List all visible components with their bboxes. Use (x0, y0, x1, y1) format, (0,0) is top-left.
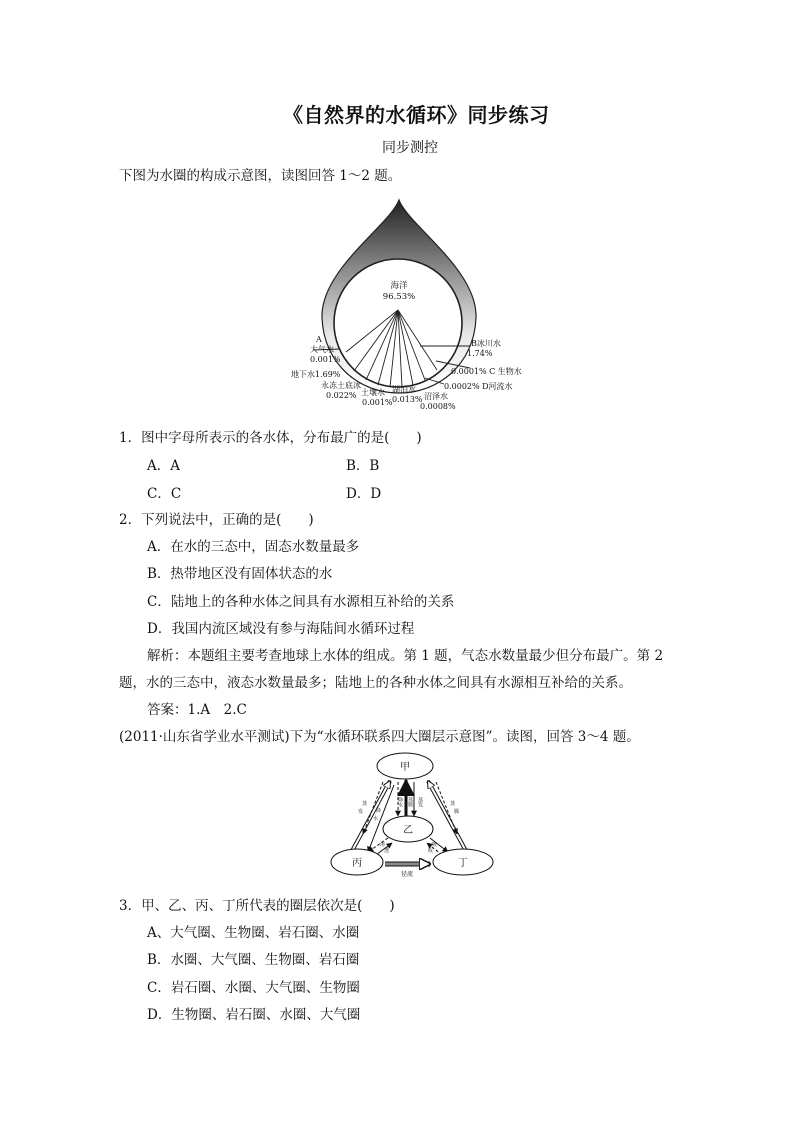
arrow-left-up (352, 781, 390, 851)
ocean-percent: 96.53% (382, 292, 416, 302)
q1-option-b: B．B (346, 458, 380, 474)
q1-option-d: D．D (346, 486, 382, 502)
q2-option-a: A．在水的三态中，固态水数量最多 (147, 539, 360, 555)
q2-option-d: D．我国内流区域没有参与海陆间水循环过程 (147, 621, 415, 637)
question-3-stem: 3．甲、乙、丙、丁所代表的圈层依次是( ) (119, 898, 395, 914)
label-lake-water-pct: 0.013% (392, 395, 423, 404)
q3-option-d: D．生物圈、岩石圈、水圈、大气圈 (147, 1007, 361, 1023)
label-swamp-water-pct: 0.0008% (420, 402, 456, 411)
label-left-2: 发 (358, 809, 364, 815)
q3-option-b: B．水圈、大气圈、生物圈、岩石圈 (147, 952, 360, 968)
intro-question-3-4: (2011·山东省学业水平测试)下为“水循环联系四大圈层示意图”。读图，回答 3～4 题。 (119, 729, 640, 745)
question-1-stem: 1．图中字母所表示的各水体，分布最广的是( ) (119, 430, 422, 446)
label-yi: 乙 (403, 825, 413, 836)
label-bottom-right-2: 收 (428, 848, 434, 854)
label-runoff: 径流 (400, 871, 414, 878)
q1-option-a: A．A (147, 458, 180, 474)
hydrosphere-composition-figure (280, 195, 540, 415)
label-lake-water: 湖泊水 (392, 385, 416, 394)
analysis-line-1: 解析：本题组主要考查地球上水体的组成。第 1 题，气态水数量最少但分布最广。第 2 (147, 648, 664, 664)
label-bottom-left-1: 渗 (380, 842, 386, 848)
ocean-label: 海洋 (390, 281, 408, 291)
label-biological-water: 0.0001% C 生物水 (451, 367, 522, 376)
label-left-1: 蒸 (362, 801, 368, 807)
label-left-4: 水 (373, 816, 379, 822)
label-right-2: 腾 (454, 809, 460, 815)
question-2-stem: 2．下列说法中，正确的是( ) (119, 512, 314, 528)
label-mid-2: 蒸腾 (407, 797, 413, 807)
label-soil-water: 土壤水 (361, 388, 385, 397)
label-bing: 丙 (352, 858, 362, 869)
q2-option-b: B．热带地区没有固体状态的水 (147, 566, 333, 582)
q3-option-c: C．岩石圈、水圈、大气圈、生物圈 (147, 980, 360, 996)
label-mid-3: 蒸发 (417, 797, 423, 807)
label-a-letter: A (316, 335, 322, 344)
label-bottom-left-2: 透 (384, 848, 390, 854)
arrow-right-down-dashed (436, 782, 460, 834)
label-atmospheric-water-pct: 0.001% (310, 355, 341, 364)
label-permafrost: 永冻土底冰 (321, 381, 361, 390)
q2-option-c: C．陆地上的各种水体之间具有水源相互补给的关系 (147, 594, 455, 610)
label-jia: 甲 (400, 762, 410, 773)
label-mid-1: 降水 (397, 797, 403, 807)
water-cycle-spheres-figure (325, 752, 495, 882)
label-swamp-water: 沼泽水 (424, 392, 448, 401)
section-subtitle: 同步测控 (382, 140, 438, 156)
label-atmospheric-water: 大气水 (310, 345, 334, 354)
label-permafrost-pct: 0.022% (326, 391, 357, 400)
analysis-line-2: 题，水的三态中，液态水数量最多；陆地上的各种水体之间具有水源相互补给的关系。 (119, 675, 632, 691)
label-ding: 丁 (458, 858, 468, 869)
q1-option-c: C．C (147, 486, 182, 502)
label-river-water: 0.0002% D河流水 (444, 382, 513, 391)
label-groundwater: 地下水1.69% (291, 370, 341, 379)
answer-line: 答案：1.A 2.C (147, 702, 247, 718)
label-left-3: 降 (376, 808, 382, 814)
q3-option-a: A、大气圈、生物圈、岩石圈、水圈 (147, 925, 360, 941)
intro-question-1-2: 下图为水圈的构成示意图，读图回答 1～2 题。 (119, 168, 402, 184)
label-glacier-water: B冰川水 (471, 339, 501, 348)
label-soil-water-pct: 0.001% (362, 398, 393, 407)
label-glacier-water-pct: 1.74% (467, 349, 493, 358)
inner-circle (334, 259, 462, 387)
label-right-1: 蒸 (450, 801, 456, 807)
page-title: 《自然界的水循环》同步练习 (283, 103, 550, 127)
label-bottom-right-1: 吸 (432, 842, 438, 848)
